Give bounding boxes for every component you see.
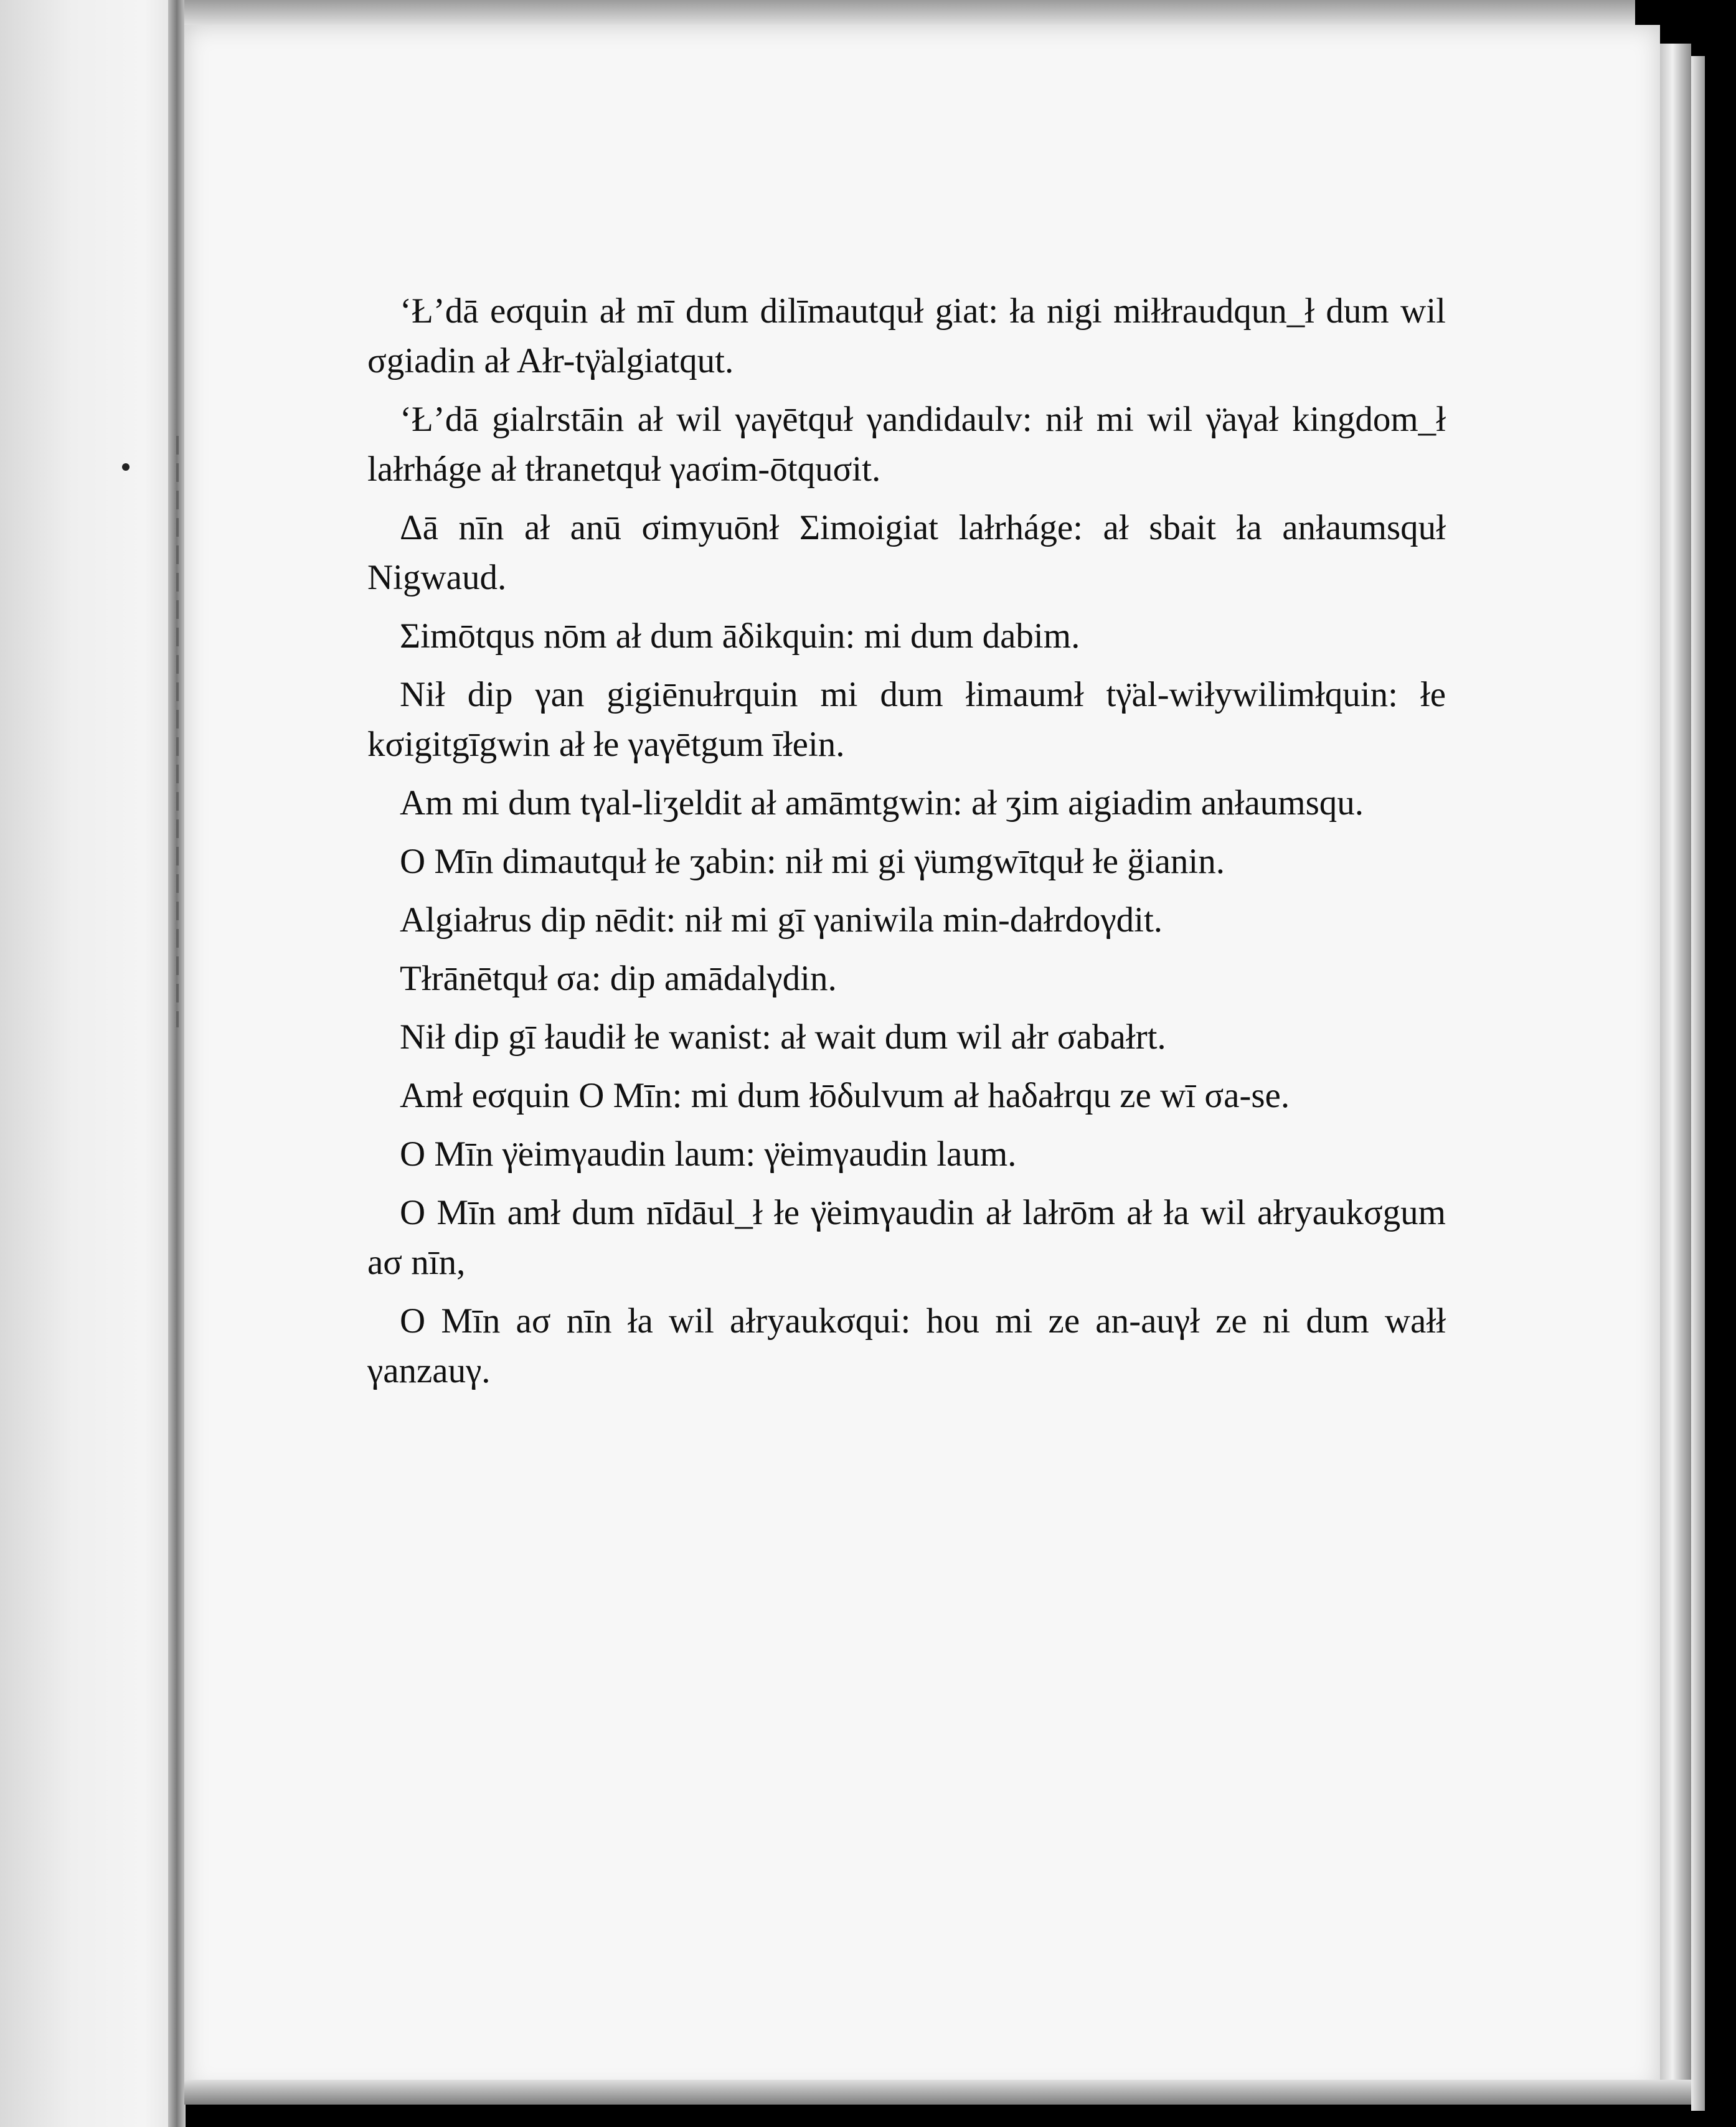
verse-3: Δā nīn ał anū σimyuōnł Σimoigiat lałrháge: ał sbait ła anłaumsquł Nigwaud. — [367, 508, 1446, 597]
page-right-edge — [1660, 44, 1691, 2086]
verse-12: O Mīn γ̈eimγaudin laum: γ̈eimγaudin laum. — [400, 1134, 1017, 1174]
verse-4: Σimōtqus nōm ał dum āδikquin: mi dum dabim. — [400, 616, 1080, 656]
verse-14: O Mīn aσ nīn ła wil ałryaukσqui: hou mi ze an-auγł ze ni dum wałł γanzauγ. — [367, 1301, 1446, 1390]
facing-page-margin — [0, 0, 181, 2127]
verse-7: O Mīn dimautquł łe ʒabin: nił mi gi γ̈umgwītquł łe g̈ianin. — [400, 842, 1225, 881]
hymn-text — [367, 286, 1446, 1405]
verse-9: Tłrānētquł σa: dip amādalγdin. — [400, 959, 837, 998]
verse-2: ‘Ł’dā gialrstāin ał wil γaγētquł γandidaulv: nił mi wil γ̈aγał kingdom_ł lałrháge ał tłranetquł γaσim-ōtquσit. — [367, 400, 1446, 489]
verse-11: Amł eσquin O Mīn: mi dum łōδulvum ał haδałrqu ze wī σa-se. — [400, 1076, 1290, 1115]
verse-6: Am mi dum tγal-liʒeldit ał amāmtgwin: ał ʒim aigiadim anłaumsqu. — [400, 783, 1364, 823]
book-gutter — [168, 0, 186, 2127]
page-bottom-edge — [184, 2080, 1691, 2105]
margin-mark — [122, 463, 130, 471]
binding-stitch — [176, 436, 179, 1027]
page-stack-edge — [1691, 56, 1705, 2111]
verse-5: Nił dip γan gigiēnułrquin mi dum łimaumł tγ̈al-wiływilimłquin: łe kσigitgīgwin ał łe γaγētgum īłein. — [367, 675, 1446, 764]
verse-8: Algiałrus dip nēdit: nił mi gī γaniwila min-dałrdoγdit. — [400, 900, 1163, 940]
verse-13: O Mīn amł dum nīdāul_ł łe γ̈eimγaudin ał lałrōm ał ła wil ałryaukσgum aσ nīn, — [367, 1193, 1446, 1282]
verse-10: Nił dip gī łaudił łe wanist: ał wait dum wil ałr σabałrt. — [400, 1017, 1166, 1057]
verse-1: ‘Ł’dā eσquin ał mī dum dilīmautquł giat: ła nigi miłłraudqun_ł dum wil σgiadin ał Ałr-tγ̈algiatqut. — [367, 291, 1446, 380]
